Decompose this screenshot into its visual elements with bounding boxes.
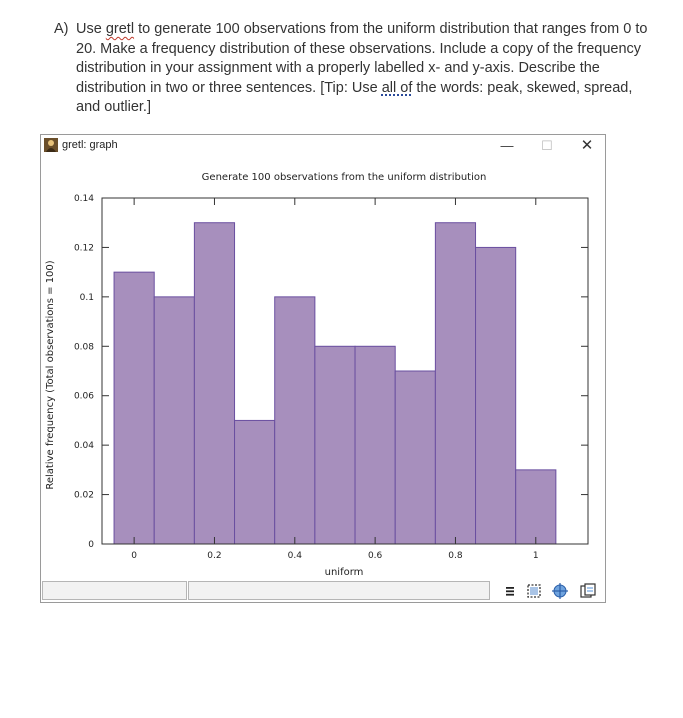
y-tick-label: 0.1 xyxy=(79,292,94,303)
close-button[interactable]: ✕ xyxy=(580,137,594,154)
histogram-bar xyxy=(154,297,194,544)
histogram-bar xyxy=(235,420,275,544)
assignment-question xyxy=(54,20,654,118)
maximize-button[interactable]: ☐ xyxy=(541,138,553,153)
x-tick-label: 0.4 xyxy=(287,551,302,561)
x-tick-label: 0.6 xyxy=(367,551,383,561)
y-tick-label: 0.02 xyxy=(73,490,94,501)
x-tick-label: 1 xyxy=(532,551,539,561)
question-part-2: to generate 100 observations from the uniform distribution that ranges from 0 to 20. Make a frequency distribution of these observations. Include a copy of the frequency distribution in your assignment with a properly labelled x- and y-axis. Describe the distribution in two or three sentences. [Tip: Use xyxy=(76,21,648,96)
y-tick-label: 0 xyxy=(88,540,94,550)
y-tick-label: 0.12 xyxy=(73,243,94,254)
x-axis-label: uniform xyxy=(324,567,364,577)
question-part-gretl: gretl xyxy=(105,21,135,37)
status-field-2 xyxy=(188,581,490,600)
histogram-bar xyxy=(194,223,234,544)
question-text xyxy=(76,20,654,118)
minimize-button[interactable]: — xyxy=(500,138,514,153)
histogram-bar xyxy=(395,371,435,544)
histogram-bar xyxy=(315,346,355,544)
histogram-bar xyxy=(114,272,154,544)
menu-icon[interactable] xyxy=(500,581,520,601)
y-axis-label: Relative frequency (Total observations = 100) xyxy=(45,260,56,490)
y-tick-label: 0.04 xyxy=(73,441,94,452)
y-tick-label: 0.14 xyxy=(73,194,94,204)
question-label: A) xyxy=(54,21,69,37)
status-field-1 xyxy=(42,581,187,600)
histogram-bar xyxy=(275,297,315,544)
histogram-bar xyxy=(516,470,556,544)
crosshair-icon[interactable] xyxy=(550,581,570,601)
chart-title: Generate 100 observations from the uniform distribution xyxy=(201,172,487,183)
status-bar xyxy=(41,579,605,603)
x-tick-label: 0.2 xyxy=(207,551,222,561)
y-tick-label: 0.06 xyxy=(73,391,94,402)
histogram-bar xyxy=(355,346,395,544)
question-part-1: Use xyxy=(76,21,106,37)
zoom-icon[interactable] xyxy=(524,581,544,601)
question-part-all-of: all of xyxy=(381,79,413,96)
copy-icon[interactable] xyxy=(578,581,598,601)
question-part-3: the words: peak, skewed, spread, and outlier.] xyxy=(76,79,633,115)
y-tick-label: 0.08 xyxy=(73,342,94,353)
window-title: gretl: graph xyxy=(62,139,118,151)
x-tick-label: 0.8 xyxy=(448,551,463,561)
histogram-plot[interactable] xyxy=(41,157,605,577)
histogram-bar xyxy=(476,247,516,544)
gretl-app-icon xyxy=(44,138,58,152)
window-titlebar[interactable] xyxy=(41,135,605,157)
histogram-bar xyxy=(435,223,475,544)
gretl-graph-window xyxy=(40,134,606,603)
x-tick-label: 0 xyxy=(131,551,137,561)
